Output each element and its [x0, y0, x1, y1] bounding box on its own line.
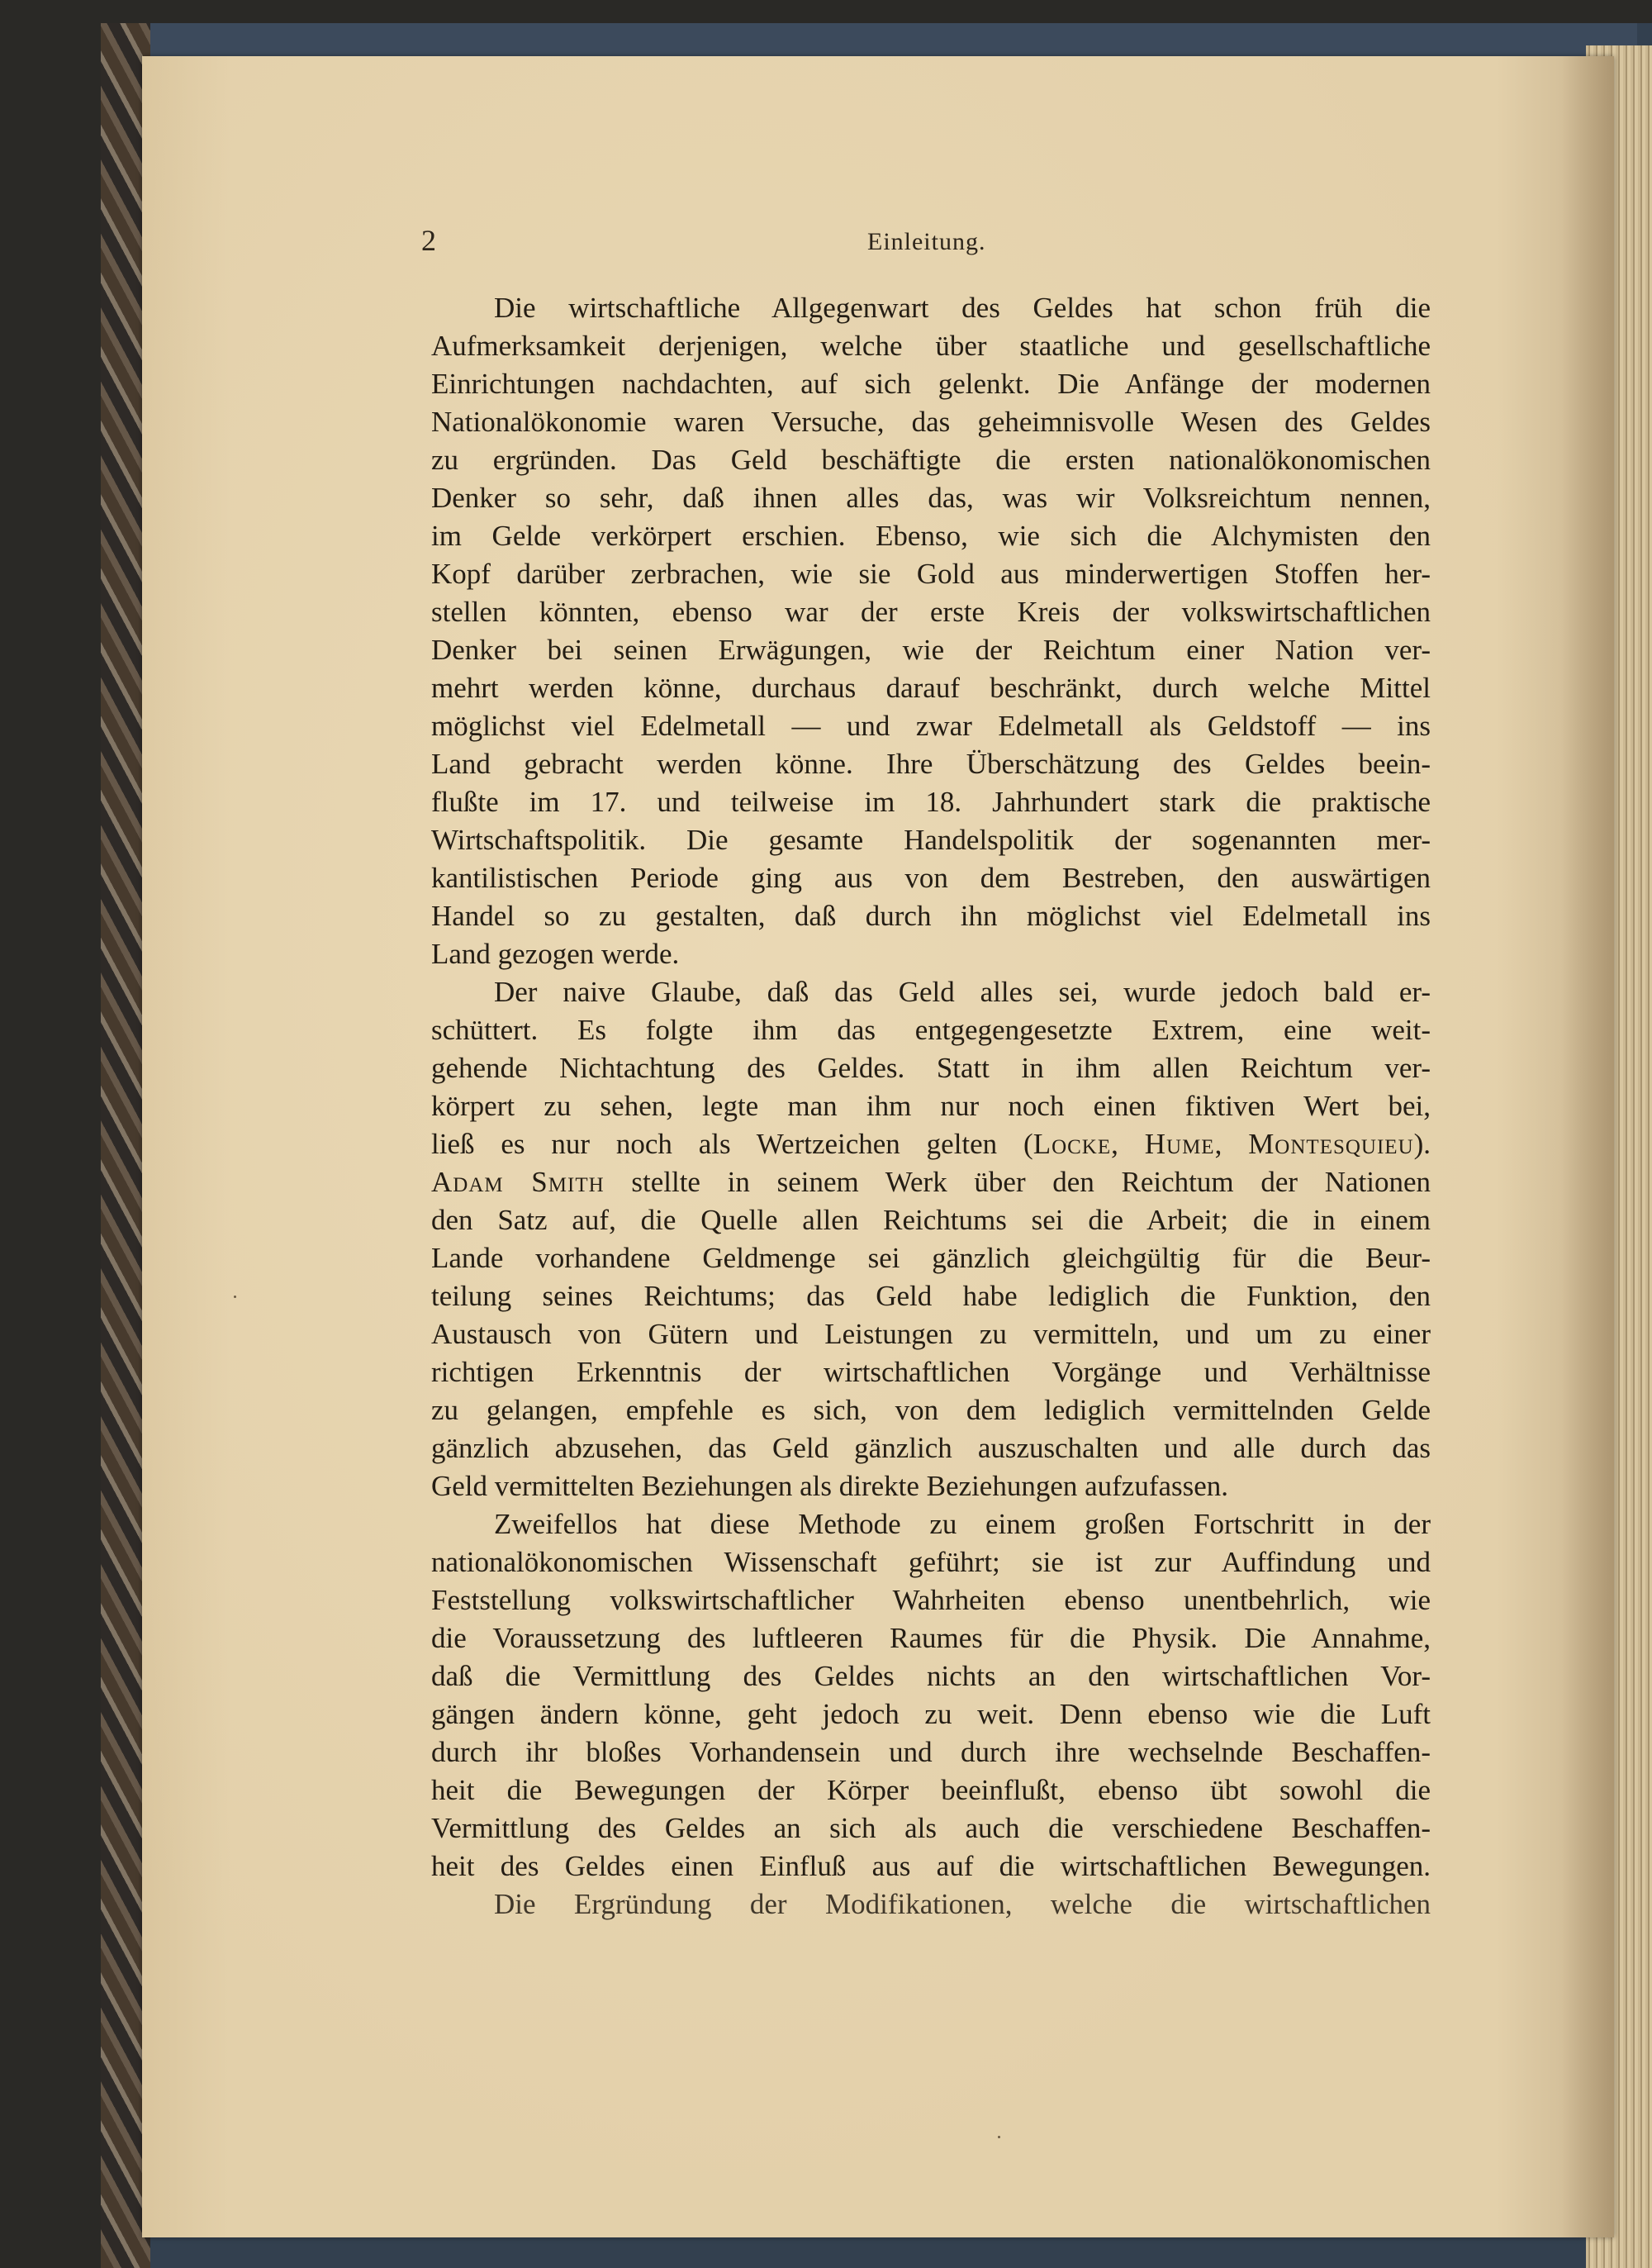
running-head: Einleitung.: [867, 228, 986, 255]
separator: ,: [1214, 1128, 1249, 1160]
text-line: gehende Nichtachtung des Geldes. Statt in ihm allen Reichtum ver-: [431, 1052, 1431, 1084]
text-line: flußte im 17. und teilweise im 18. Jahrhundert stark die praktische: [431, 786, 1431, 818]
author-name-locke: Locke: [1032, 1128, 1112, 1160]
binding-gutter: [1561, 56, 1614, 2237]
text-line: Land gezogen werde.: [431, 938, 680, 970]
text-line: Der naive Glaube, daß das Geld alles sei, wurde jedoch bald er-: [494, 976, 1431, 1008]
text-line: möglichst viel Edelmetall — und zwar Edelmetall als Geldstoff — ins: [431, 710, 1431, 742]
author-name-hume: Hume: [1144, 1128, 1215, 1160]
text-line: Vermittlung des Geldes an sich als auch die verschiedene Beschaffen-: [431, 1812, 1431, 1844]
text-line: Zweifellos hat diese Methode zu einem großen Fortschritt in der: [494, 1508, 1431, 1540]
text-line: Nationalökonomie waren Versuche, das geheimnisvolle Wesen des Geldes: [431, 406, 1431, 438]
author-name-adam-smith: Adam Smith: [431, 1166, 605, 1198]
separator: ).: [1413, 1128, 1431, 1160]
text-line: Denker bei seinen Erwägungen, wie der Reichtum einer Nation ver-: [431, 634, 1431, 666]
text-line: Feststellung volkswirtschaftlicher Wahrheiten ebenso unentbehrlich, wie: [431, 1584, 1431, 1616]
text-line: heit die Bewegungen der Körper beeinflußt, ebenso übt sowohl die: [431, 1774, 1431, 1806]
text-line: zu ergründen. Das Geld beschäftigte die ersten nationalökonomischen: [431, 444, 1431, 476]
text-line: Geld vermittelten Beziehungen als direkte Beziehungen aufzufassen.: [431, 1470, 1229, 1502]
text-line: nationalökonomischen Wissenschaft geführt; sie ist zur Auffindung und: [431, 1546, 1431, 1578]
text-line: die Voraussetzung des luftleeren Raumes für die Physik. Die Annahme,: [431, 1622, 1431, 1654]
text-line-with-name: [431, 1163, 1431, 1201]
text-line: stellen könnten, ebenso war der erste Kreis der volkswirtschaftlichen: [431, 596, 1431, 628]
text-line: Aufmerksamkeit derjenigen, welche über staatliche und gesellschaftliche: [431, 330, 1431, 362]
text-line: Austausch von Gütern und Leistungen zu vermitteln, und um zu einer: [431, 1318, 1431, 1350]
text-line: gänzlich abzusehen, das Geld gänzlich auszuschalten und alle durch das: [431, 1432, 1431, 1464]
text-line: Die wirtschaftliche Allgegenwart des Geldes hat schon früh die: [494, 292, 1431, 324]
text-line: gängen ändern könne, geht jedoch zu weit. Denn ebenso wie die Luft: [431, 1698, 1431, 1730]
text-line: Kopf darüber zerbrachen, wie sie Gold aus minderwertigen Stoffen her-: [431, 558, 1431, 590]
author-name-montesquieu: Montesquieu: [1248, 1128, 1414, 1160]
text-line: Denker so sehr, daß ihnen alles das, was wir Volksreichtum nennen,: [431, 482, 1431, 514]
page-number: 2: [421, 224, 436, 257]
text-fragment: stellte in seinem Werk über den Reichtum der Nationen: [631, 1166, 1431, 1198]
text-line: Land gebracht werden könne. Ihre Überschätzung des Geldes beein-: [431, 748, 1431, 780]
text-line: mehrt werden könne, durchaus darauf beschränkt, durch welche Mittel: [431, 672, 1431, 704]
text-line: körpert zu sehen, legte man ihm nur noch einen fiktiven Wert bei,: [431, 1090, 1431, 1122]
text-line-with-names: [431, 1125, 1431, 1163]
text-line: den Satz auf, die Quelle allen Reichtums sei die Arbeit; die in einem: [431, 1204, 1431, 1236]
text-line: heit des Geldes einen Einfluß aus auf die wirtschaftlichen Bewegungen.: [431, 1850, 1431, 1882]
text-line: schüttert. Es folgte ihm das entgegengesetzte Extrem, eine weit-: [431, 1014, 1431, 1046]
text-line: Handel so zu gestalten, daß durch ihn möglichst viel Edelmetall ins: [431, 900, 1431, 932]
text-line: daß die Vermittlung des Geldes nichts an den wirtschaftlichen Vor-: [431, 1660, 1431, 1692]
text-line: zu gelangen, empfehle es sich, von dem lediglich vermittelnden Gelde: [431, 1394, 1431, 1426]
text-line: Wirtschaftspolitik. Die gesamte Handelspolitik der sogenannten mer-: [431, 824, 1431, 856]
separator: ,: [1111, 1128, 1145, 1160]
text-line: durch ihr bloßes Vorhandensein und durch ihre wechselnde Beschaffen-: [431, 1736, 1431, 1768]
text-line: Einrichtungen nachdachten, auf sich gelenkt. Die Anfänge der modernen: [431, 368, 1431, 400]
text-line: teilung seines Reichtums; das Geld habe lediglich die Funktion, den: [431, 1280, 1431, 1312]
text-line: kantilistischen Periode ging aus von dem Bestreben, den auswärtigen: [431, 862, 1431, 894]
paper-speck: [234, 1296, 236, 1298]
text-line: Lande vorhandene Geldmenge sei gänzlich gleichgültig für die Beur-: [431, 1242, 1431, 1274]
paper-speck: [998, 2136, 1000, 2138]
text-line: Die Ergründung der Modifikationen, welche die wirtschaftlichen: [494, 1888, 1431, 1920]
text-fragment: ließ es nur noch als Wertzeichen gelten (: [431, 1128, 1033, 1160]
text-line: richtigen Erkenntnis der wirtschaftlichen Vorgänge und Verhältnisse: [431, 1356, 1431, 1388]
text-line: im Gelde verkörpert erschien. Ebenso, wie sich die Alchymisten den: [431, 520, 1431, 552]
